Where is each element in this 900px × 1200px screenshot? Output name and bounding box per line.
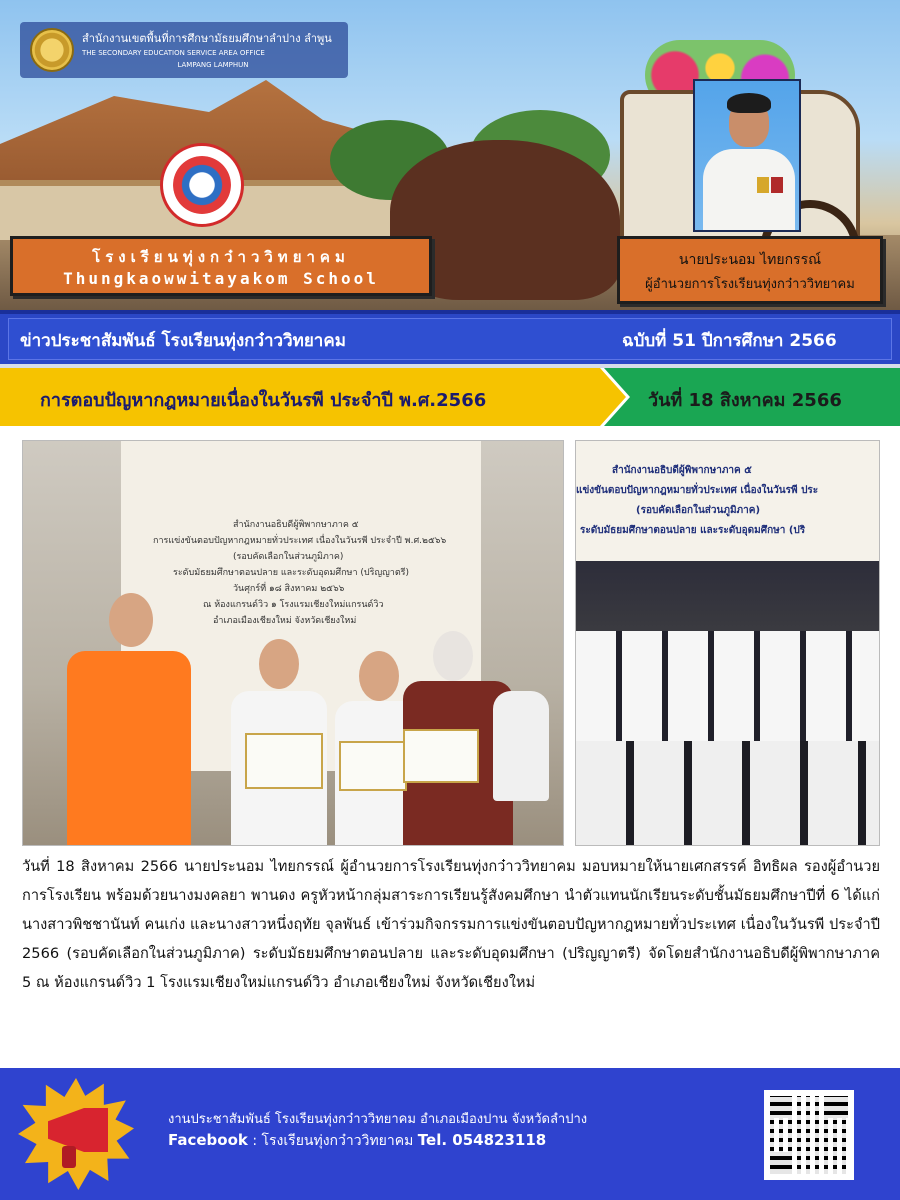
telephone: Tel. 054823118 [417, 1131, 547, 1149]
backdrop-text: ณ ห้องแกรนด์วิว ๑ โรงแรมเชียงใหม่แกรนด์วิว [203, 600, 384, 610]
issue-number: ฉบับที่ 51 ปีการศึกษา 2566 [622, 331, 837, 351]
pr-title: ข่าวประชาสัมพันธ์ โรงเรียนทุ่งกว๋าววิทยาคม [20, 331, 346, 351]
person-face-mask [433, 631, 473, 681]
office-name-th: สำนักงานเขตพื้นที่การศึกษามัธยมศึกษาลำปาง ลำพูน [82, 32, 332, 45]
backdrop-text: ระดับมัธยมศึกษาตอนปลาย และระดับอุดมศึกษา (ปริญญาตรี) [173, 568, 410, 578]
backdrop-text: สำนักงานอธิบดีผู้พิพากษาภาค ๕ [612, 465, 752, 476]
backdrop-text: การแข่งขันตอบปัญหากฎหมายทั่วประเทศ เนื่องในวันรพี ประจำปี พ.ศ.๒๕๖๖ [153, 536, 447, 546]
qr-code-icon[interactable] [764, 1090, 854, 1180]
school-logo-icon [160, 143, 244, 227]
certificate [245, 733, 323, 789]
topic-date: วันที่ 18 สิงหาคม 2566 [648, 390, 842, 411]
backdrop-text: วันศุกร์ที่ ๑๘ สิงหาคม ๒๕๖๖ [233, 584, 345, 594]
school-name-box [10, 236, 432, 296]
backdrop-text: แข่งขันตอบปัญหากฎหมายทั่วประเทศ เนื่องในวันรพี ประ [576, 485, 819, 496]
footer-department: งานประชาสัมพันธ์ โรงเรียนทุ่งกว๋าววิทยาคม อำเภอเมืองปาน จังหวัดลำปาง [168, 1112, 588, 1127]
backdrop-text: อำเภอเมืองเชียงใหม่ จังหวัดเชียงใหม่ [213, 616, 357, 626]
topic-title: การตอบปัญหากฎหมายเนื่องในวันรพี ประจำปี พ.ศ.2566 [40, 390, 487, 411]
school-name-en: Thungkaowwitayakom School [63, 269, 379, 288]
director-photo [693, 79, 801, 232]
office-name-en-area: LAMPANG LAMPHUN [177, 61, 249, 69]
person-face [259, 639, 299, 689]
hero-banner [0, 0, 900, 310]
office-seal-icon [30, 28, 74, 72]
crowd-middle-row [576, 631, 880, 741]
crowd-front-row [576, 741, 880, 846]
certificate [403, 729, 479, 783]
megaphone-handle [62, 1146, 76, 1168]
backdrop-text: ระดับมัธยมศึกษาตอนปลาย และระดับอุดมศึกษา (ปริ [580, 525, 806, 536]
person-face [359, 651, 399, 701]
certificate [339, 741, 407, 791]
topic-bar [0, 368, 900, 426]
footer-contact [168, 1130, 546, 1152]
director-title: ผู้อำนวยการโรงเรียนทุ่งกว๋าววิทยาคม [645, 277, 855, 292]
director-name: นายประนอม ไทยกรรณ์ [678, 252, 822, 268]
office-name-en: THE SECONDARY EDUCATION SERVICE AREA OFFICE [82, 49, 265, 57]
article-body: วันที่ 18 สิงหาคม 2566 นายประนอม ไทยกรรณ์ ผู้อำนวยการโรงเรียนทุ่งกว๋าววิทยาคม มอบหมายให้นายเศกสรรค์ อิทธิผล รองผู้อำนวยการโรงเรียน พร้อมด้วยนางมงคลยา พานดง ครูหัวหน้ากลุ่มสาระการเรียนรู้สังคมศึกษา นำตัวแทนนักเรียนระดับชั้นมัธยมศึกษาปีที่ 6 ได้แก่ นางสาวพิชชานันท์ คนเก่ง และนางสาวหนึ่งฤทัย จุลพันธ์ เข้าร่วมกิจกรรมการแข่งขันตอบปัญหากฎหมายทั่วประเทศ เนื่องในวันรพี ประจำปี 2566 (รอบคัดเลือกในส่วนภูมิภาค) ระดับมัธยมศึกษาตอนปลาย และระดับอุดมศึกษา (ปริญญาตรี) จัดโดยสำนักงานอธิบดีผู้พิพากษาภาค 5 ณ ห้องแกรนด์วิว 1 โรงแรมเชียงใหม่แกรนด์วิว อำเภอเชียงใหม่ จังหวัดเชียงใหม่ [22, 858, 880, 991]
backdrop-text: สำนักงานอธิบดีผู้พิพากษาภาค ๕ [233, 520, 359, 530]
facebook-page: : โรงเรียนทุ่งกว๋าววิทยาคม [247, 1133, 418, 1149]
school-name-th: โรงเรียนทุ่งกว๋าววิทยาคม [92, 248, 350, 266]
footer [0, 1068, 900, 1200]
facebook-label: Facebook [168, 1131, 248, 1149]
event-photo-right [575, 440, 880, 846]
person-teacher-orange [67, 651, 191, 846]
person-background [493, 691, 549, 801]
backdrop-text: (รอบคัดเลือกในส่วนภูมิภาค) [636, 505, 761, 516]
person-face [109, 593, 153, 647]
director-box [617, 236, 883, 304]
office-badge [20, 22, 348, 78]
backdrop-text: (รอบคัดเลือกในส่วนภูมิภาค) [233, 552, 344, 562]
event-photo-left [22, 440, 564, 846]
